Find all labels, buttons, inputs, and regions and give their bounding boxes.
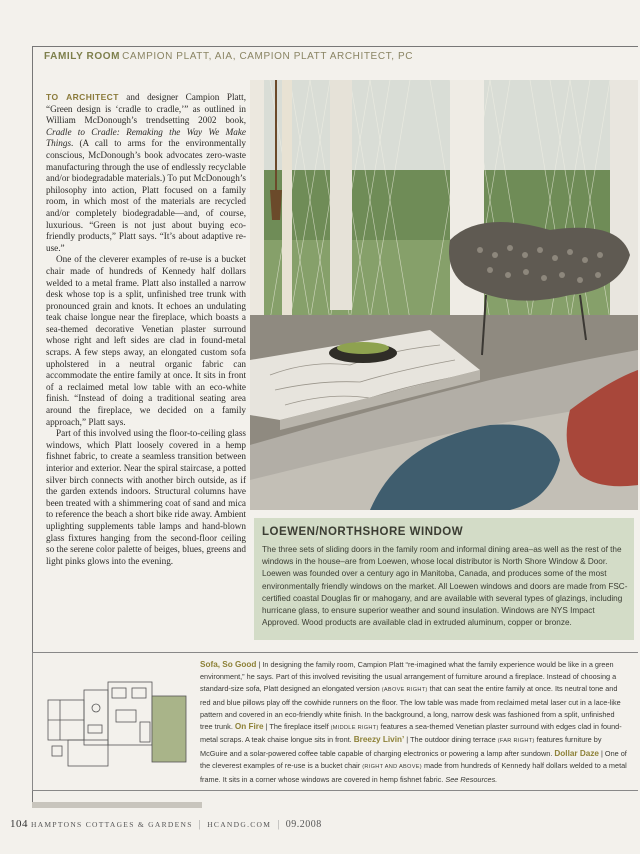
designer-credit: CAMPION PLATT, AIA, CAMPION PLATT ARCHITECT, PC	[122, 51, 414, 62]
caption-heading: On Fire	[234, 721, 264, 731]
book-title: Cradle to Cradle: Remaking the Way We Make Things	[46, 126, 246, 149]
caption-heading: Breezy Livin’	[353, 735, 405, 745]
magazine-name: HAMPTONS COTTAGES & GARDENS	[31, 820, 193, 829]
floor-plan	[40, 660, 190, 770]
family-room-photo	[250, 80, 638, 510]
page-header	[44, 51, 413, 62]
lead-in: TO ARCHITECT	[46, 92, 119, 102]
section-label: FAMILY ROOM	[44, 51, 121, 62]
floor-plan-drawing	[40, 660, 190, 770]
article-body	[46, 92, 246, 567]
website: HCANDG.COM	[207, 820, 272, 829]
photo-captions: Sofa, So Good | In designing the family room, Campion Platt “re-imagined what the family experience would be like in a green environment,” he says. Part of this involved revisiting the usual arrangement of furniture around a fireplace. Instead of choosing a standard-size sofa, Platt designed an elongated version (ABOVE RIGHT) that can seat the entire family at once. Its neutral tone and red and blue pillows play off the cowhide runners on the floor. The low table was made from reclaimed metal laser cut in a lace-like pattern and covered in an eco-friendly white finish. In the background, a long, narrow desk was fashioned from a split, unfinished tree trunk. On Fire | The fireplace itself (MIDDLE RIGHT) features a sea-themed Venetian plaster surround with edges clad in found-metal scraps. A teak chaise longue sits in front. Breezy Livin’ | The outdoor dining terrace (FAR RIGHT) features furniture by McGuire and a solar-powered coffee table capable of charging electronics or powering a lamp after sundown. Dollar Daze | One of the cleverest examples of re-use is a bucket chair (RIGHT AND ABOVE) made from hundreds of Kennedy half dollars welded to a metal frame. It sits in a corner whose windows are covered in hemp fishnet fabric. See Resources.	[200, 660, 627, 785]
page-number: 104	[10, 818, 28, 830]
page-footer	[10, 818, 322, 830]
caption-rule-left	[32, 652, 33, 791]
footer-separator: |	[277, 819, 280, 830]
footer-separator: |	[198, 819, 202, 830]
article-paragraph: Part of this involved using the floor-to-ceiling glass windows, which Platt loosely covered in a hemp fishnet fabric, to create a seamless transition between interior and exterior. Near the spiral staircase, a potted silver birch connects with another birch outside, as if the garden extends indoors. Structural columns have been treated with a shimmering coat of sand and mica to reference the beach a short bike ride away. Ambient uplighting supplements table lamps and hand-blown glass fixtures hanging from the second-floor ceiling so the serene color palette of beiges, blues, greens and light pinks glows into the evening.	[46, 428, 246, 566]
caption-heading: Dollar Daze	[554, 749, 599, 759]
photo-illustration	[250, 80, 638, 510]
caption-heading: Sofa, So Good	[200, 660, 257, 669]
article-paragraph: One of the cleverer examples of re-use is a bucket chair made of hundreds of Kennedy half dollars welded to a metal frame. Platt also installed a narrow desk whose top is a split, unfinished tree trunk with pronounced grain and knots. It echoes an undulating teak chaise longue near the fireplace, which boasts a sea-themed decorative Venetian plaster surround whose right and left sides are clad in found-metal scraps. A few steps away, an elongated custom sofa upholstered in a neutral organic fabric can accommodate the entire family at once. It sits in front of a reclaimed metal low table with an eco-white finish. “Instead of doing a traditional seating area around the fireplace, we decided on a family approach,” Platt says.	[46, 254, 246, 427]
sidebar-title: LOEWEN/NORTHSHORE WINDOW	[262, 526, 464, 538]
product-sidebar	[254, 518, 634, 640]
footer-bar	[32, 802, 202, 808]
article-paragraph: TO ARCHITECT and designer Campion Platt, “Green design is ‘cradle to cradle,’” as outlined in William McDonough’s trendsetting 2002 book, Cradle to Cradle: Remaking the Way We Make Things. (A call to arms for the environmentally conscious, McDonough’s book advocates zero-waste manufacturing through the use of endlessly recyclable and/or biodegradable materials.) To put McDonough’s philosophy into action, Platt focused on a family room, in which most of the materials are recycled and/or completely biodegradable—and, of course, luxurious. “Green is not just about buying eco-friendly products,” Platt says. “It’s about adaptive re-use.”	[46, 92, 247, 253]
issue-date: 09.2008	[285, 819, 322, 830]
caption-rule-top	[32, 652, 638, 653]
top-rule	[32, 46, 638, 47]
sidebar-body: The three sets of sliding doors in the family room and informal dining area–as well as the rest of the windows in the house–are from Loewen, whose local distributor is North Shore Window & Door. Loewen was founded over a century ago in Manitoba, Canada, and produces some of the most environmentally friendly windows on the market. All Loewen windows and doors are made from FSC-certified coastal Douglas fir or mahogany, and are available with several types of glazings, including hurricane glass, to ensure superior weather and sound insulation. Windows are NYS Impact Approved. Wood products are available clad in extruded aluminum, copper or bronze.	[262, 545, 628, 628]
resources-note: See Resources.	[445, 775, 498, 785]
caption-rule-bottom	[32, 790, 638, 791]
